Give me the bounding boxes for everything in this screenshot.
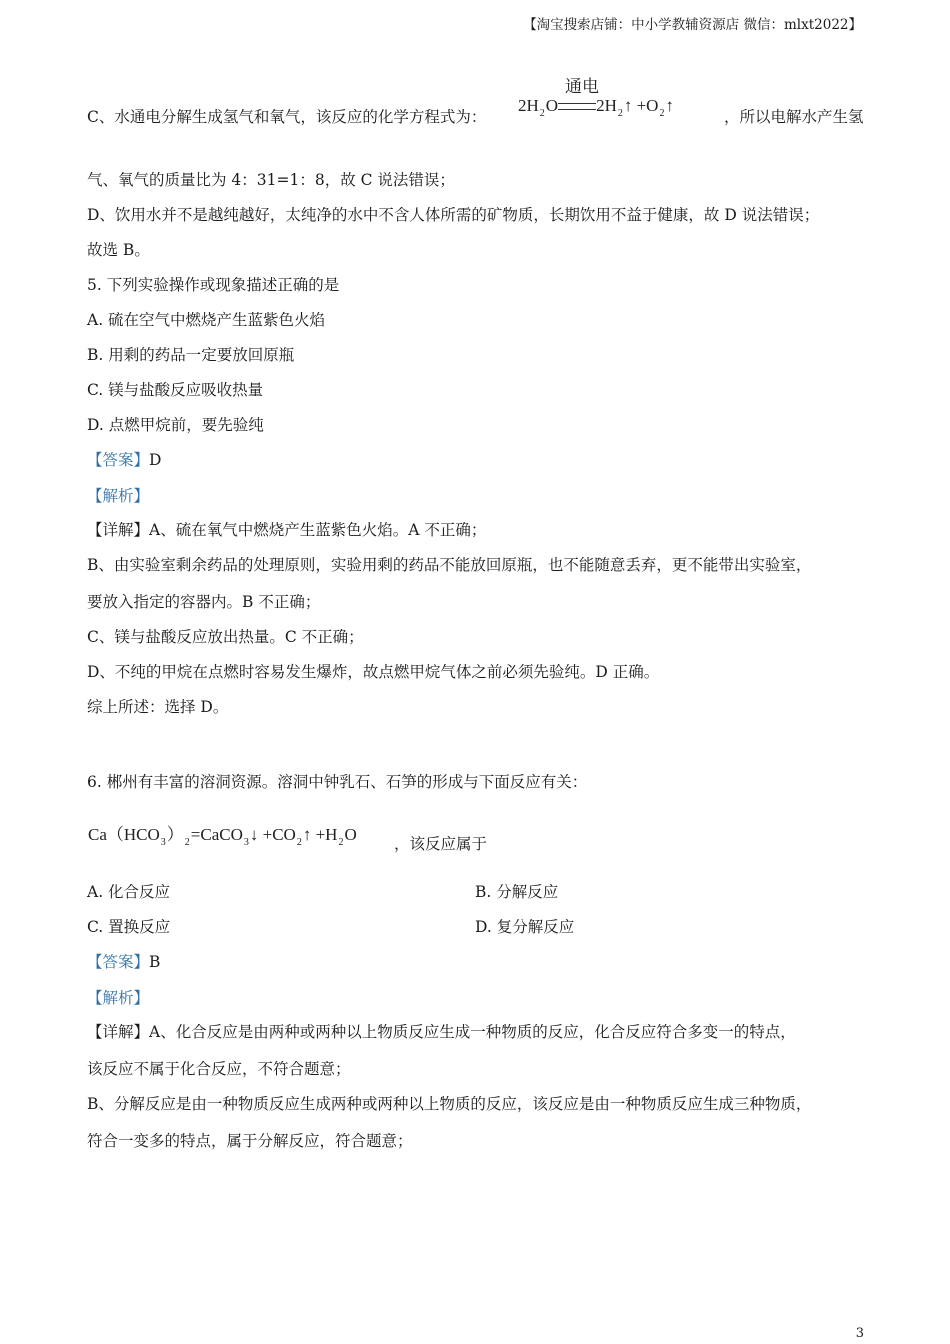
- q6-option-a: A. 化合反应: [87, 883, 171, 901]
- eq2-part: ）: [166, 825, 184, 844]
- q5-detail-line: C、镁与盐酸反应放出热量。C 不正确；: [87, 628, 364, 646]
- q5-detail-line: 【详解】A、硫在氧气中燃烧产生蓝紫色火焰。A 不正确；: [87, 521, 487, 539]
- electrolysis-equation: [518, 77, 674, 119]
- q5-option-a: A. 硫在空气中燃烧产生蓝紫色火焰: [87, 311, 326, 329]
- carbonate-decomposition-equation: [88, 820, 357, 848]
- q6-detail-line: 该反应不属于化合反应，不符合题意；: [87, 1060, 351, 1078]
- answer-label: 【答案】: [87, 451, 150, 469]
- q6-option-d: D. 复分解反应: [475, 918, 575, 936]
- q4c-prefix: C、水通电分解生成氢气和氧气，该反应的化学方程式为：: [87, 108, 487, 126]
- eq1-subscript: 2: [659, 108, 665, 119]
- q6-stem: 6. 郴州有丰富的溶洞资源。溶洞中钟乳石、石笋的形成与下面反应有关：: [87, 773, 588, 791]
- equation-double-line: [558, 103, 596, 110]
- q5-analysis-label: 【解析】: [87, 487, 150, 505]
- eq2-part: O: [344, 825, 357, 844]
- answer-value: B: [149, 953, 161, 971]
- q6-detail-line: B、分解反应是由一种物质反应生成两种或两种以上物质的反应，该反应是由一种物质反应生成三种物质，: [87, 1095, 812, 1113]
- eq2-subscript: 2: [338, 837, 344, 848]
- q4-option-c-explanation: [87, 107, 486, 127]
- eq2-part: Ca（HCO: [88, 825, 160, 844]
- q6-analysis-label: 【解析】: [87, 989, 150, 1007]
- q4-option-d-explanation: D、饮用水并不是越纯越好，太纯净的水中不含人体所需的矿物质，长期饮用不益于健康，故 D 说法错误；: [87, 206, 820, 224]
- q4c-suffix: ，所以电解水产生氢: [724, 108, 864, 126]
- q6-detail-line: 【详解】A、化合反应是由两种或两种以上物质反应生成一种物质的反应，化合反应符合多变一的特点，: [87, 1023, 796, 1041]
- q6-detail-line: 符合一变多的特点，属于分解反应，符合题意；: [87, 1132, 413, 1150]
- q6-option-c: C. 置换反应: [87, 918, 171, 936]
- eq2-part: =CaCO: [190, 825, 243, 844]
- eq2-subscript: 2: [296, 837, 302, 848]
- q5-stem: 5. 下列实验操作或现象描述正确的是: [87, 276, 340, 294]
- eq2-subscript: 3: [160, 837, 166, 848]
- eq2-subscript: 3: [243, 837, 249, 848]
- q6-eq-suffix: ，该反应属于: [394, 835, 488, 853]
- answer-value: D: [149, 451, 162, 469]
- page-header: 【淘宝搜索店铺：中小学教辅资源店 微信：mlxt2022】: [523, 17, 862, 33]
- q5-detail-line: 综上所述：选择 D。: [87, 698, 229, 716]
- q4c-line2: 气、氧气的质量比为 4：31=1：8，故 C 说法错误；: [87, 171, 455, 189]
- eq1-part: ↑ +O: [623, 96, 659, 115]
- eq1-part: 2H: [518, 96, 539, 115]
- eq1-subscript: 2: [617, 108, 623, 119]
- eq1-part: ↑: [665, 96, 674, 115]
- q5-detail-line: 要放入指定的容器内。B 不正确；: [87, 593, 321, 611]
- eq2-part: ↓ +CO: [249, 825, 296, 844]
- eq2-subscript: 2: [184, 837, 190, 848]
- eq1-part: O: [545, 96, 559, 115]
- page-number: 3: [855, 1326, 864, 1341]
- q5-option-b: B. 用剩的药品一定要放回原瓶: [87, 346, 295, 364]
- q4-conclusion: 故选 B。: [87, 241, 150, 259]
- q5-option-c: C. 镁与盐酸反应吸收热量: [87, 381, 264, 399]
- q5-detail-line: D、不纯的甲烷在点燃时容易发生爆炸，故点燃甲烷气体之前必须先验纯。D 正确。: [87, 663, 660, 681]
- q5-option-d: D. 点燃甲烷前，要先验纯: [87, 416, 264, 434]
- eq1-part: 2H: [596, 96, 617, 115]
- eq2-part: ↑ +H: [302, 825, 338, 844]
- equation-condition: 通电: [565, 77, 599, 97]
- answer-label: 【答案】: [87, 953, 150, 971]
- q6-answer: [87, 952, 160, 972]
- q6-option-b: B. 分解反应: [475, 883, 559, 901]
- eq1-subscript: 2: [539, 108, 545, 119]
- q5-detail-line: B、由实验室剩余药品的处理原则，实验用剩的药品不能放回原瓶，也不能随意丢弃，更不能带出实验室，: [87, 556, 812, 574]
- q5-answer: [87, 450, 161, 470]
